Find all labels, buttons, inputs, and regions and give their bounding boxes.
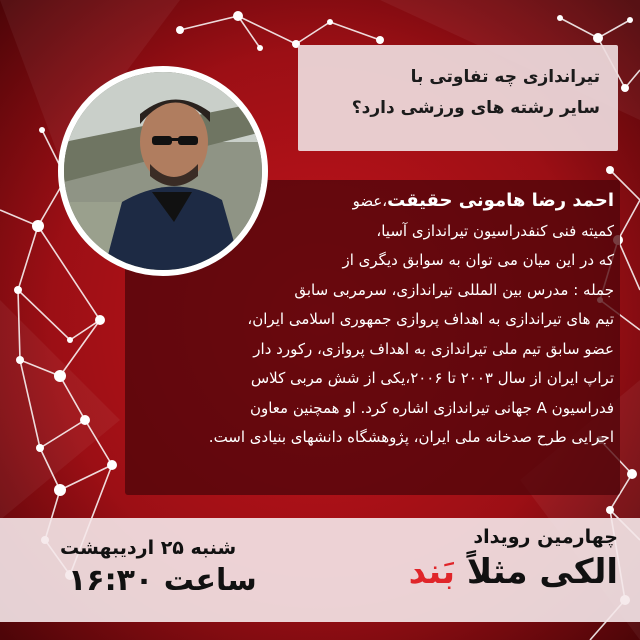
bio-line: جمله : مدرس بین المللی تیراندازی، سرمربی سابق — [294, 280, 614, 299]
bio-line: که در این میان می توان به سوابق دیگری از — [342, 251, 614, 269]
bio-first-line — [144, 186, 614, 217]
bio-line: اجرایی طرح صدخانه ملی ایران، پژوهشگاه دانشهای بنیادی است. — [208, 428, 614, 446]
event-time: ساعت ۱۶:۳۰ — [68, 563, 257, 598]
brand-main: الکی مثلاً — [466, 552, 618, 592]
bio-text — [144, 186, 614, 453]
bio-line: تیم های تیراندازی به اهداف پروازی جمهوری اسلامی ایران، — [247, 310, 614, 328]
bio-line: فدراسیون A جهانی تیراندازی اشاره کرد. او همچنین معاون — [249, 398, 614, 417]
speaker-name: احمد رضا هامونی حقیقت — [387, 190, 614, 211]
event-label: چهارمین رویداد — [473, 526, 618, 548]
event-date: شنبه ۲۵ اردیبهشت — [60, 537, 237, 559]
bio-line: عضو سابق تیم ملی تیراندازی به اهداف پروازی، رکورد دار — [253, 339, 614, 358]
brand-logo — [409, 552, 618, 592]
bio-line: کمیته فنی کنفدراسیون تیراندازی آسیا، — [376, 221, 614, 240]
question-line: سایر رشته های ورزشی دارد؟ — [351, 98, 600, 118]
bio-line: تراپ ایران از سال ۲۰۰۳ تا ۲۰۰۶،یکی از شش مربی کلاس — [250, 369, 614, 387]
question-line: تیراندازی چه تفاوتی با — [410, 67, 600, 87]
brand-accent: بَند — [408, 552, 455, 592]
question-box — [298, 45, 618, 151]
bio-first-line-rest: ،عضو — [352, 192, 388, 210]
